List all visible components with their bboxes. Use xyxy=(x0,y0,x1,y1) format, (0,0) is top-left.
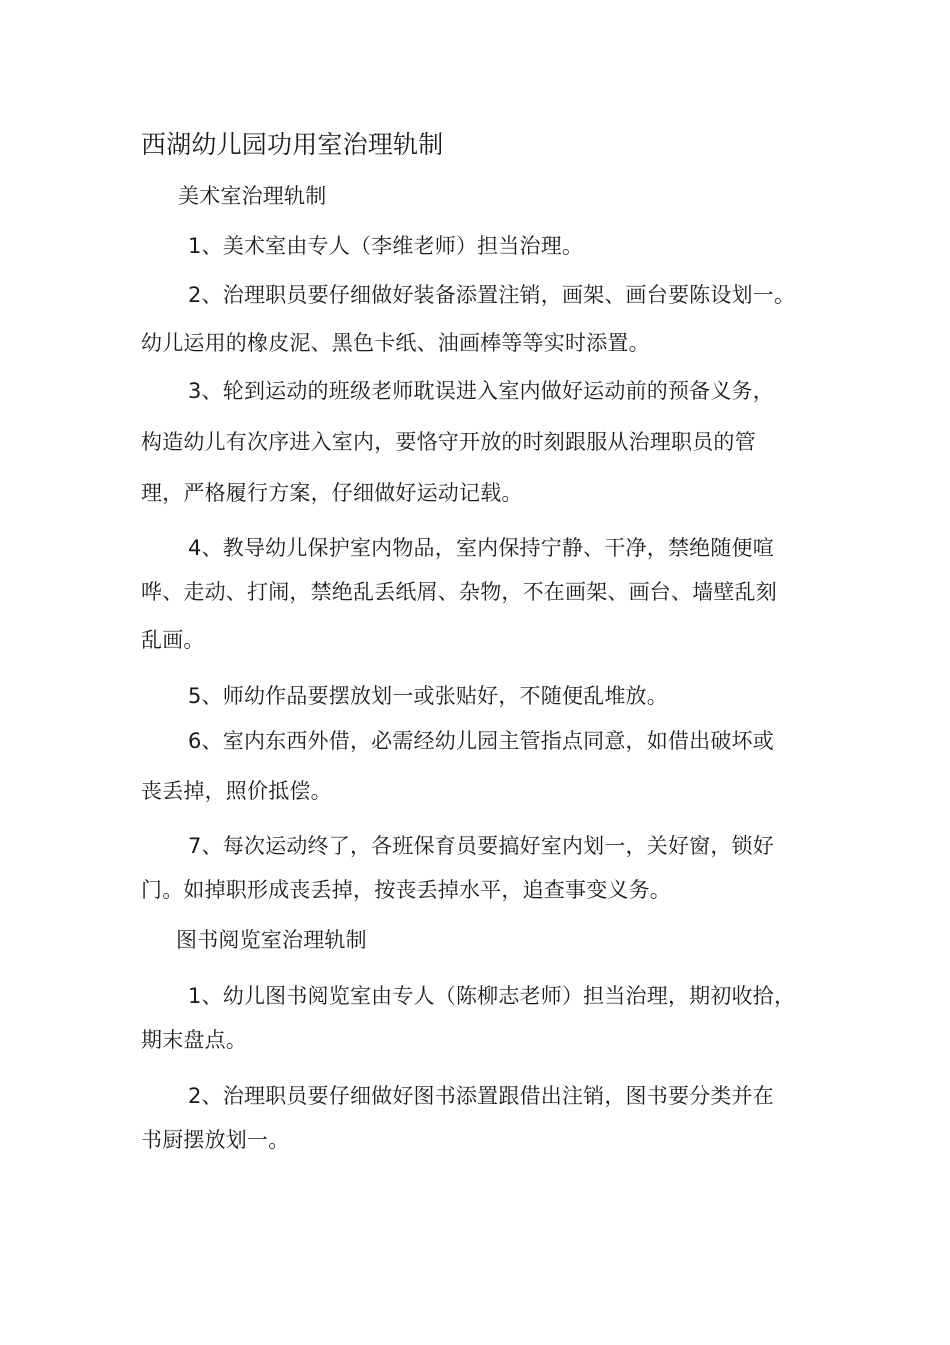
paragraph-line: 期末盘点。 xyxy=(141,1028,247,1052)
paragraph-line: 幼儿运用的橡皮泥、黑色卡纸、油画棒等等实时添置。 xyxy=(141,331,650,355)
paragraph-line: 3、轮到运动的班级老师耽误进入室内做好运动前的预备义务， xyxy=(188,379,774,403)
paragraph-line: 6、室内东西外借，必需经幼儿园主管指点同意，如借出破坏或 xyxy=(188,729,774,753)
section-heading-library: 图书阅览室治理轨制 xyxy=(176,928,367,952)
paragraph-line: 1、幼儿图书阅览室由专人（陈柳志老师）担当治理，期初收拾， xyxy=(188,984,796,1008)
paragraph-line: 2、治理职员要仔细做好图书添置跟借出注销，图书要分类并在 xyxy=(188,1084,774,1108)
paragraph-line: 丧丢掉，照价抵偿。 xyxy=(141,779,332,803)
paragraph-line: 1、美术室由专人（李维老师）担当治理。 xyxy=(188,234,584,258)
paragraph-line: 2、治理职员要仔细做好装备添置注销，画架、画台要陈设划一。 xyxy=(188,283,796,307)
paragraph-line: 构造幼儿有次序进入室内，要恪守开放的时刻跟服从治理职员的管 xyxy=(141,430,756,454)
paragraph-line: 书厨摆放划一。 xyxy=(141,1128,290,1152)
paragraph-line: 理，严格履行方案，仔细做好运动记载。 xyxy=(141,481,523,505)
section-heading-art-room: 美术室治理轨制 xyxy=(178,184,327,208)
paragraph-line: 门。如掉职形成丧丢掉，按丧丢掉水平，追查事变义务。 xyxy=(141,878,671,902)
document-title: 西湖幼儿园功用室治理轨制 xyxy=(141,130,444,159)
paragraph-line: 7、每次运动终了，各班保育员要搞好室内划一，关好窗，锁好 xyxy=(188,834,774,858)
paragraph-line: 乱画。 xyxy=(141,628,205,652)
paragraph-line: 哗、走动、打闹，禁绝乱丢纸屑、杂物，不在画架、画台、墙壁乱刻 xyxy=(141,580,777,604)
paragraph-line: 4、教导幼儿保护室内物品，室内保持宁静、干净，禁绝随便喧 xyxy=(188,536,774,560)
paragraph-line: 5、师幼作品要摆放划一或张贴好，不随便乱堆放。 xyxy=(188,684,668,708)
